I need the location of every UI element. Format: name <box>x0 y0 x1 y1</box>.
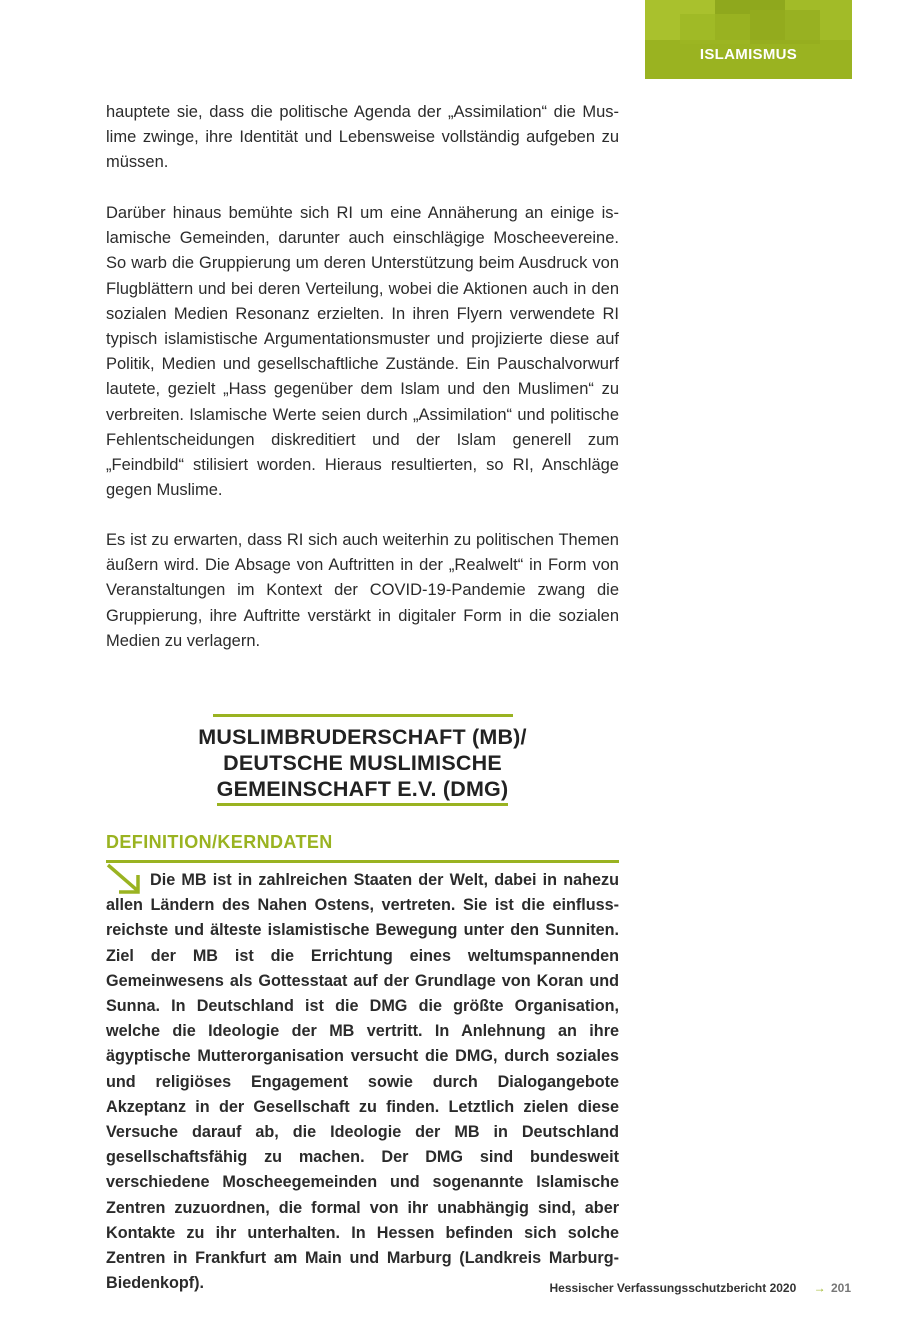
definition-heading: DEFINITION/KERNDATEN <box>106 832 333 852</box>
paragraph-1 <box>106 100 619 176</box>
definition-text <box>106 868 619 1296</box>
page-footer <box>549 1281 851 1295</box>
paragraph-2 <box>106 201 619 503</box>
paragraph-3 <box>106 528 619 654</box>
section-title <box>106 714 619 806</box>
definition-text-body: Die MB ist in zahlreichen Staaten der Welt, dabei in nahezu allen Ländern des Nahen Ostens, vertreten. Sie ist die einflussreichste und älteste islamistische Bewegung unter den Sunniten. Ziel der MB ist die Errichtung eines weltumspannenden Gemeinwesens als Gottesstaat auf der Grundlage von Koran und Sunna. In Deutschland ist die DMG die größte Organisation, welche die Ideologie der MB vertritt. In Anlehnung an ihre ägyptische Mutterorganisation versucht die DMG, durch soziales und religiöses Engagement sowie durch Dialogangebote Akzeptanz in der Gesellschaft zu finden. Letztlich zielen diese Versuche darauf ab, die Ideologie der MB in Deutschland gesellschaftsfähig zu machen. Der DMG sind bundesweit verschiedene Moscheegemeinden und sogenannte Islamische Zentren zuzuordnen, die formal von ihr unabhängig sind, aber Kontakte zu ihr unterhalten. In Hessen befinden sich solche Zentren in Frankfurt am Main und Marburg (Landkreis Marburg-Biedenkopf). <box>106 871 619 1293</box>
page-number: 201 <box>830 1281 851 1295</box>
section-title-line-2: DEUTSCHE MUSLIMISCHE <box>223 751 502 775</box>
definition-rule <box>106 860 619 863</box>
paragraph-3-text: Es ist zu erwarten, dass RI sich auch weiterhin zu politischen Themen äußern wird. Die Absage von Auftritten in der „Realwelt“ in Form von Veranstaltungen im Kontext der COVID-19-Pandemie zwang die Gruppierung, ihre Auftritte verstärkt in digitaler Form in die sozialen Medien zu verlagern. <box>106 531 619 650</box>
paragraph-1-text: hauptete sie, dass die politische Agenda der „Assimilation“ die Muslime zwinge, ihre Identität und Lebensweise vollständig aufgeben zu müssen. <box>106 103 619 172</box>
section-title-top-rule <box>213 714 513 717</box>
paragraph-2-text: Darüber hinaus bemühte sich RI um eine Annäherung an einige islamische Gemeinden, darunter auch einschlägige Moscheevereine. So warb die Gruppierung um deren Unterstützung beim Ausdruck von Flugblättern und bei deren Verteilung, wobei die Aktionen auch in den sozialen Medien Resonanz erzielten. In ihren Flyern verwendete RI typisch islamistische Argumentationsmuster und projizierte diese auf Politik, Medien und gesellschaftliche Zustände. Ein Pauschalvorwurf lautete, gezielt „Hass gegenüber dem Islam und den Muslimen“ zu verbreiten. Islamische Werte seien durch „Assimilation“ und politische Fehlentscheidungen diskreditiert und der Islam generell zum „Feindbild“ stilisiert worden. Hieraus resultierten, so RI, Anschläge gegen Muslime. <box>106 204 619 500</box>
section-tab <box>645 0 852 79</box>
arrow-right-icon: → <box>813 1281 826 1295</box>
section-title-line-1: MUSLIMBRUDERSCHAFT (MB)/ <box>198 725 527 749</box>
section-title-line-3: GEMEINSCHAFT E.V. (DMG) <box>217 776 509 806</box>
footer-title: Hessischer Verfassungsschutzbericht 2020 <box>549 1281 797 1295</box>
section-tab-label: ISLAMISMUS <box>699 46 798 63</box>
